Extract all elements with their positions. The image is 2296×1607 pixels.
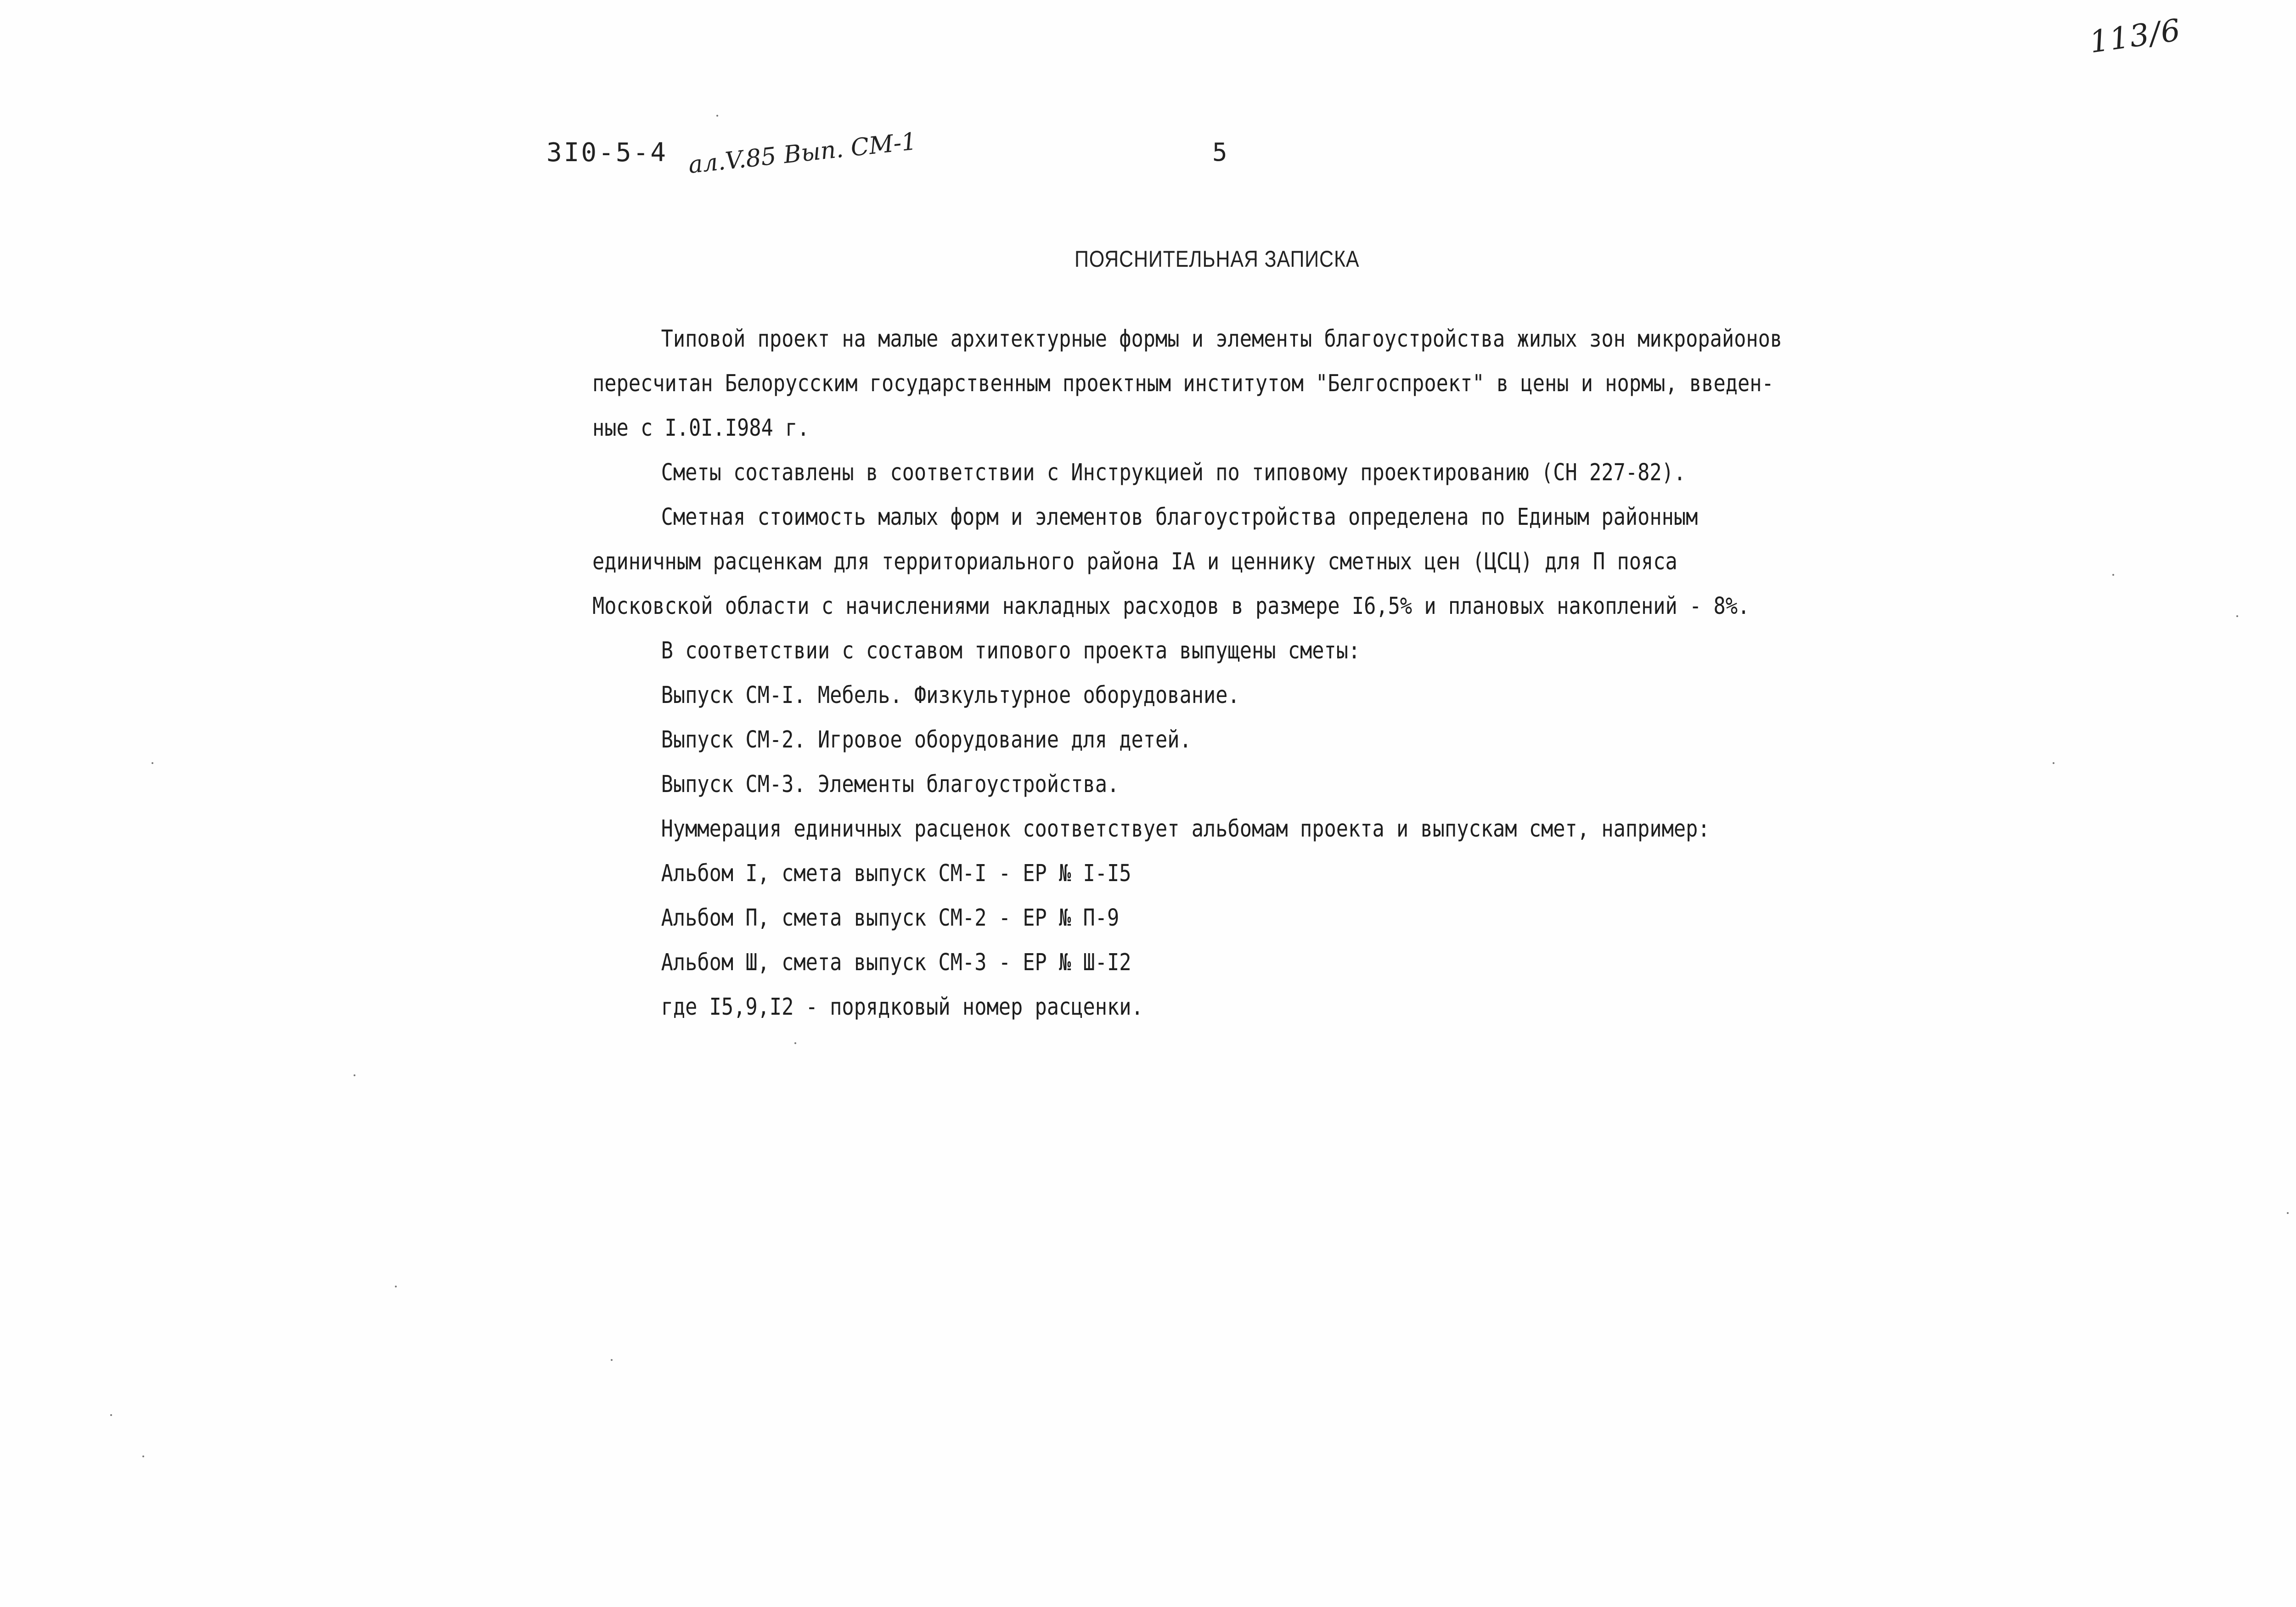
page-title: ПОЯСНИТЕЛЬНАЯ ЗАПИСКА — [1075, 246, 1360, 272]
document-code — [546, 128, 918, 179]
text-line: где I5,9,I2 - порядковый номер расценки. — [661, 994, 1143, 1021]
text-line: ные с I.0I.I984 г. — [592, 415, 810, 442]
text-line: единичным расценкам для территориального района IА и ценнику сметных цен (ЦСЦ) для П пояса — [592, 548, 1677, 575]
text-line: Нуммерация единичных расценок соответствует альбомам проекта и выпускам смет, например: — [661, 815, 1710, 843]
text-line: Типовой проект на малые архитектурные формы и элементы благоустройства жилых зон микрорайонов — [661, 326, 1783, 353]
text-line: В соответствии с составом типового проекта выпущены сметы: — [661, 637, 1361, 664]
handwritten-annotation: ал.V.85 Вып. СМ-1 — [687, 128, 918, 179]
list-item: Выпуск СМ-3. Элементы благоустройства. — [661, 771, 1120, 798]
text-line: Московской области с начислениями накладных расходов в размере I6,5% и плановых накоплений - 8%. — [592, 593, 1750, 620]
list-item: Выпуск СМ-I. Мебель. Физкультурное оборудование. — [661, 682, 1240, 709]
text-line: Сметы составлены в соответствии с Инструкцией по типовому проектированию (СН 227-82). — [661, 459, 1686, 486]
list-item: Выпуск СМ-2. Игровое оборудование для детей. — [661, 726, 1192, 753]
list-item: Альбом Ш, смета выпуск СМ-3 - ЕР № Ш-I2 — [661, 949, 1131, 976]
list-item: Альбом I, смета выпуск СМ-I - ЕР № I-I5 — [661, 860, 1131, 887]
text-line: Сметная стоимость малых форм и элементов благоустройства определена по Единым районным — [661, 504, 1698, 531]
list-item: Альбом П, смета выпуск СМ-2 - ЕР № П-9 — [661, 905, 1120, 932]
printed-doc-code: 3I0-5-4 — [546, 138, 668, 168]
text-line: пересчитан Белорусским государственным проектным институтом "Белгоспроект" в цены и нормы, введен- — [592, 370, 1774, 397]
page-number: 5 — [1212, 138, 1227, 167]
explanatory-note-body — [592, 317, 1956, 1029]
handwritten-page-mark: 113/6 — [2087, 12, 2183, 60]
